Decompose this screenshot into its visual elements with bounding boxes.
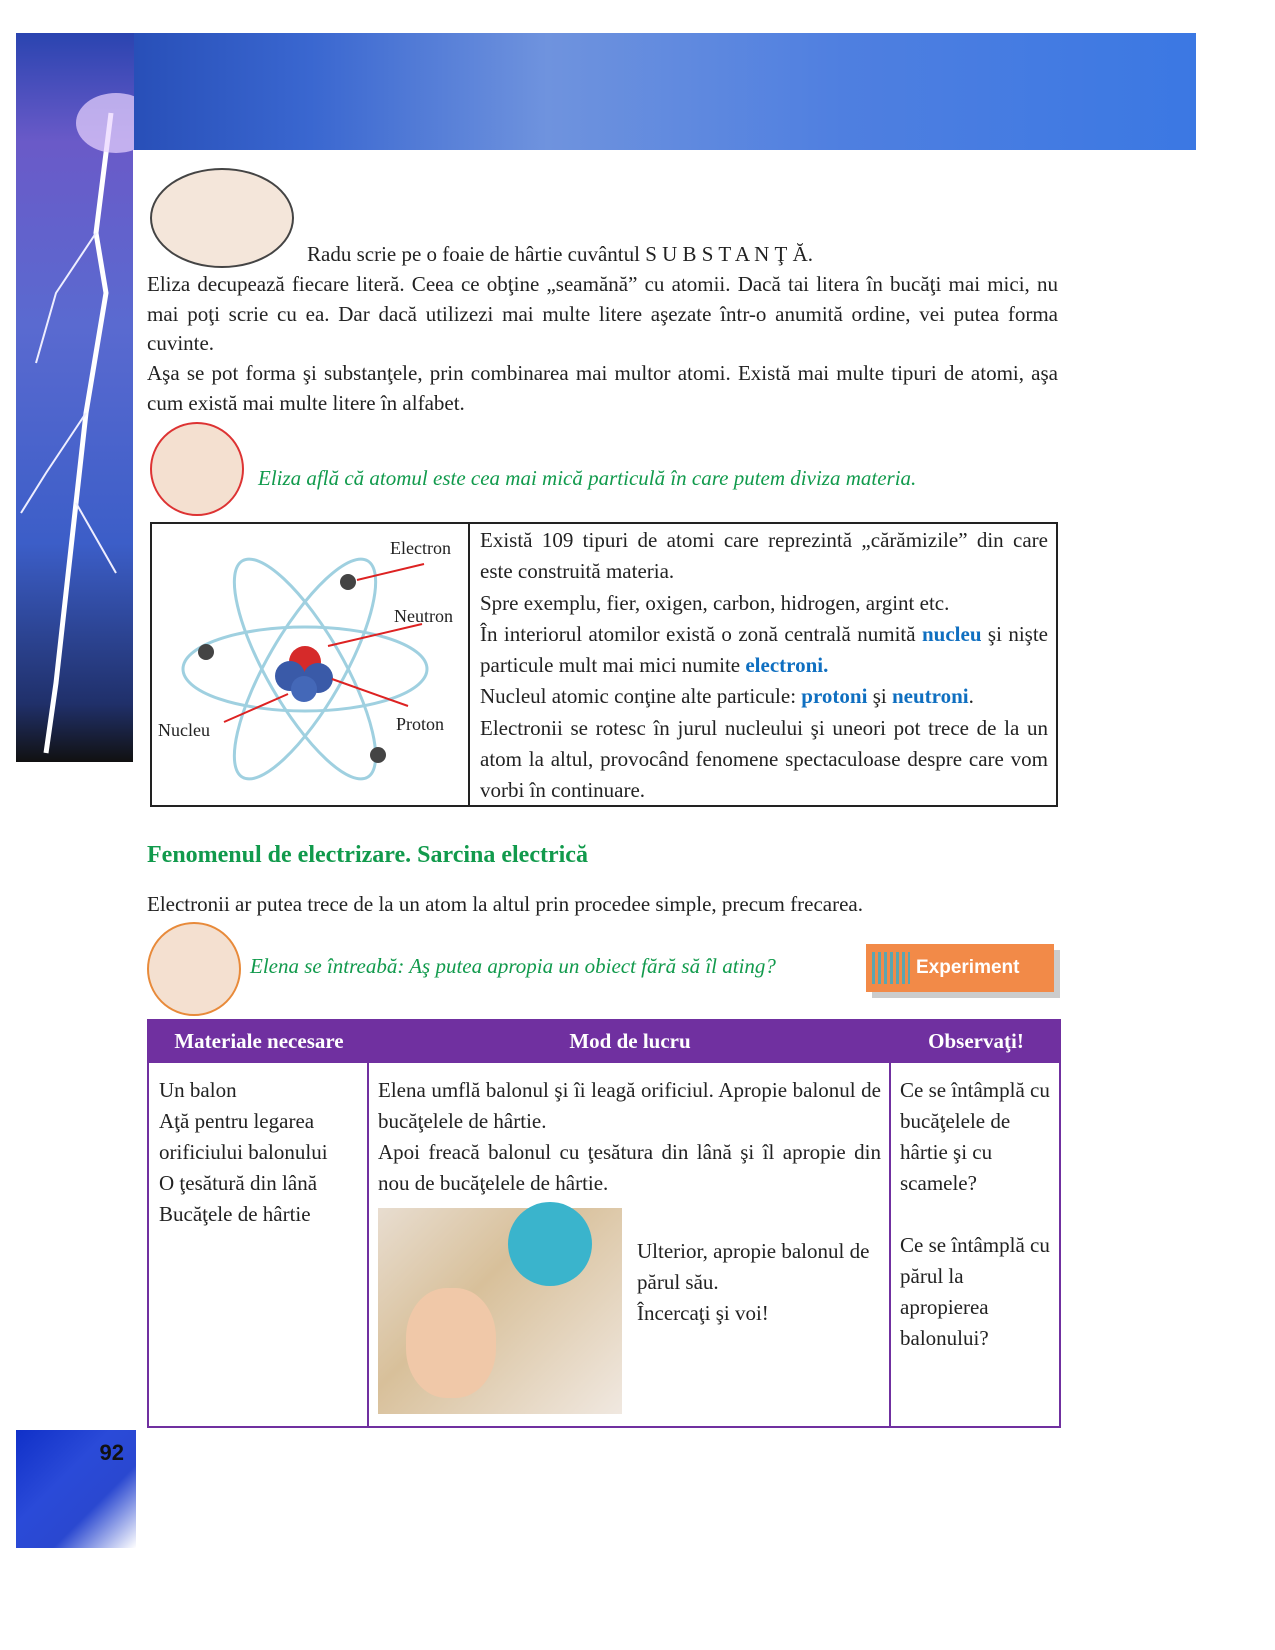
atom-text-5: Electronii se rotesc în jurul nucleului şi uneori pot trece de la un atom la altul, provocând fenomene spectaculoase despre care vom vorbi în continuare. — [480, 715, 1048, 803]
observe-question: Ce se întâmplă cu bucăţelele de hârtie şi cu scamele? — [900, 1078, 1050, 1195]
text: În interiorul atomilor există o zonă centrală numită — [480, 621, 922, 646]
material-item: Bucăţele de hârtie — [159, 1202, 311, 1226]
face — [406, 1288, 496, 1398]
page-number: 92 — [99, 1440, 124, 1465]
atom-text — [480, 525, 1048, 807]
girl-balloon-photo — [378, 1208, 622, 1414]
atom-diagram — [152, 524, 468, 806]
electron-label: Electron — [390, 538, 451, 558]
atom-text-2: Spre exemplu, fier, oxigen, carbon, hidrogen, argint etc. — [480, 590, 950, 615]
intro-paragraph-2: Aşa se pot forma şi substanţele, prin combinarea mai multor atomi. Există mai multe tipuri de atomi, aşa cum există mai multe litere în alfabet. — [147, 361, 1058, 415]
section-intro: Electronii ar putea trece de la un atom la altul prin procedee simple, precum frecarea. — [147, 892, 863, 916]
elena-avatar — [147, 922, 241, 1016]
atom-text-4 — [480, 681, 1048, 712]
method-step: Elena umflă balonul şi îi leagă orificiul. Apropie balonul de bucăţelele de hârtie. — [378, 1078, 881, 1133]
material-item: Aţă pentru legarea orificiului balonului — [159, 1109, 328, 1164]
header-method: Mod de lucru — [569, 1029, 691, 1053]
text: . — [968, 684, 974, 709]
experiment-table — [147, 1019, 1061, 1428]
method-step: Ulterior, apropie balonul de părul său. — [637, 1239, 870, 1294]
method-cell — [378, 1075, 881, 1199]
experiment-badge — [866, 944, 1054, 992]
method-cell-2 — [637, 1236, 882, 1329]
balloon — [508, 1202, 592, 1286]
neutron-label: Neutron — [394, 606, 453, 626]
keyword-electroni: electroni. — [745, 653, 829, 678]
text: Nucleul atomic conţine alte particule: — [480, 684, 802, 709]
atom-text-1: Există 109 tipuri de atomi care reprezintă „cărămizile” din care este construită materia. — [480, 528, 1048, 584]
kids-avatar — [150, 168, 294, 268]
keyword-neutroni: neutroni — [891, 684, 969, 709]
table-header — [149, 1021, 1059, 1063]
stripes-icon — [872, 952, 910, 984]
intro-line: Radu scrie pe o foaie de hârtie cuvântul S U B S T A N Ţ Ă. — [307, 242, 814, 266]
header-band — [16, 33, 1196, 151]
text: şi — [867, 684, 892, 709]
material-item: Un balon — [159, 1078, 237, 1102]
nucleu-label: Nucleu — [158, 720, 210, 740]
atom-text-3 — [480, 619, 1048, 682]
keyword-nucleu: nucleu — [921, 621, 982, 646]
material-item: O ţesătură din lână — [159, 1171, 318, 1195]
observe-cell — [900, 1075, 1052, 1354]
experiment-label: Experiment — [916, 957, 1020, 978]
header-observe: Observaţi! — [928, 1029, 1024, 1053]
elena-note: Elena se întreabă: Aş putea apropia un obiect fără să îl ating? — [250, 954, 776, 978]
eliza-note: Eliza află că atomul este cea mai mică particulă în care putem diviza materia. — [258, 466, 917, 490]
method-step: Încercaţi şi voi! — [637, 1301, 769, 1325]
lightning-image — [16, 33, 134, 762]
materials-cell — [159, 1075, 359, 1230]
atom-box — [150, 522, 1058, 807]
text: şi nişte particule mult mai mici numite — [480, 621, 1048, 678]
page-number-box — [16, 1430, 136, 1548]
observe-question: Ce se întâmplă cu părul la apropierea balonului? — [900, 1233, 1050, 1350]
keyword-protoni: protoni — [801, 684, 868, 709]
section-title: Fenomenul de electrizare. Sarcina electrică — [147, 842, 588, 868]
method-step: Apoi freacă balonul cu ţesătura din lână şi îl apropie din nou de bucăţelele de hârtie. — [378, 1140, 881, 1195]
header-materials: Materiale necesare — [174, 1029, 344, 1053]
intro-paragraph: Eliza decupează fiecare literă. Ceea ce obţine „seamănă” cu atomii. Dacă tai litera în bucăţi mai mici, nu mai poţi scrie cu ea. Dar dacă utilizezi mai multe litere aşezate într-o anumită ordine, vei putea forma cuvinte. — [147, 272, 1058, 355]
eliza-avatar — [150, 422, 244, 516]
proton-label: Proton — [396, 714, 445, 734]
